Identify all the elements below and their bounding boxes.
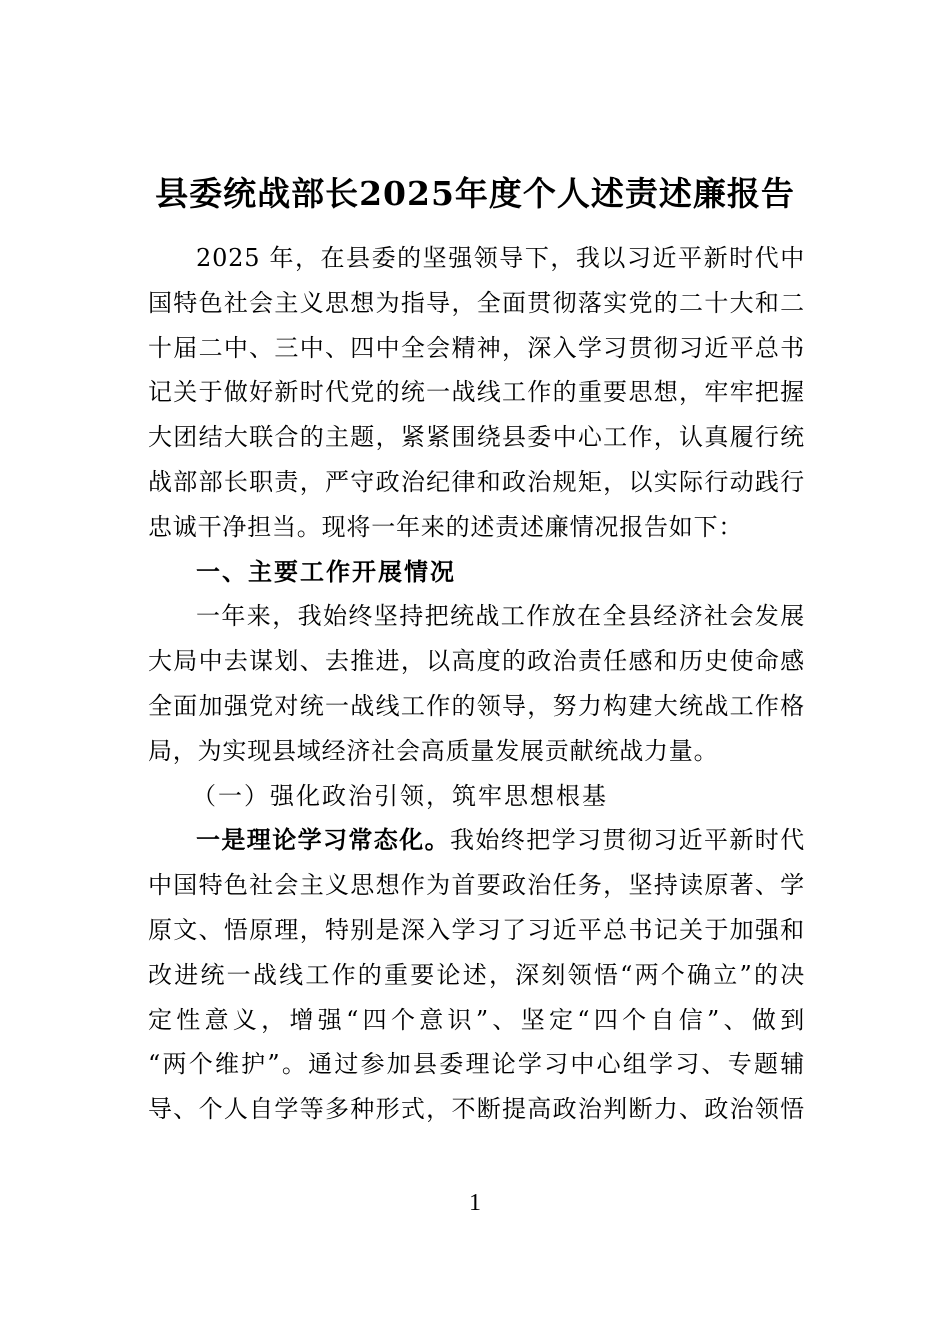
text-line: 导、个人自学等多种形式，不断提高政治判断力、政治领悟 [148,1095,805,1124]
document-body [148,236,805,1132]
subsection-heading: （一）强化政治引领，筑牢思想根基 [192,781,608,810]
text-line: 大团结大联合的主题，紧紧围绕县委中心工作，认真履行统 [148,423,805,452]
text-line: “两个维护”。通过参加县委理论学习中心组学习、专题辅 [148,1050,805,1079]
point-lead: 一是理论学习常态化。 [196,825,450,855]
text-line: 十届二中、三中、四中全会精神，深入学习贯彻习近平总书 [148,333,805,362]
text-line: 中国特色社会主义思想作为首要政治任务，坚持读原著、学 [148,871,805,900]
point-text: 我始终把学习贯彻习近平新时代 [450,826,805,855]
text-line: 大局中去谋划、去推进，以高度的政治责任感和历史使命感 [148,647,805,676]
text-line: 全面加强党对统一战线工作的领导，努力构建大统战工作格 [148,691,805,720]
text-line: 定性意义，增强“四个意识”、坚定“四个自信”、做到 [148,1005,805,1034]
text-line [148,818,805,863]
text-line: 国特色社会主义思想为指导，全面贯彻落实党的二十大和二 [148,288,805,317]
text-line: 改进统一战线工作的重要论述，深刻领悟“两个确立”的决 [148,960,805,989]
document-title: 县委统战部长2025年度个人述责述廉报告 [155,174,795,213]
page-number: 1 [469,1190,481,1216]
text-line: 战部部长职责，严守政治纪律和政治规矩，以实际行动践行 [148,467,805,496]
text-line: 2025 年，在县委的坚强领导下，我以习近平新时代中 [196,244,805,272]
text-line: 忠诚干净担当。现将一年来的述责述廉情况报告如下： [148,512,744,541]
text-line: 记关于做好新时代党的统一战线工作的重要思想，牢牢把握 [148,378,805,407]
text-line: 一年来，我始终坚持把统战工作放在全县经济社会发展 [196,602,805,631]
section-heading: 一、主要工作开展情况 [196,556,456,586]
text-line: 局，为实现县域经济社会高质量发展贡献统战力量。 [148,736,719,765]
point-paragraph [148,818,805,1132]
section-paragraph [148,594,805,773]
intro-paragraph [148,236,805,550]
text-line: 原文、悟原理，特别是深入学习了习近平总书记关于加强和 [148,915,805,944]
